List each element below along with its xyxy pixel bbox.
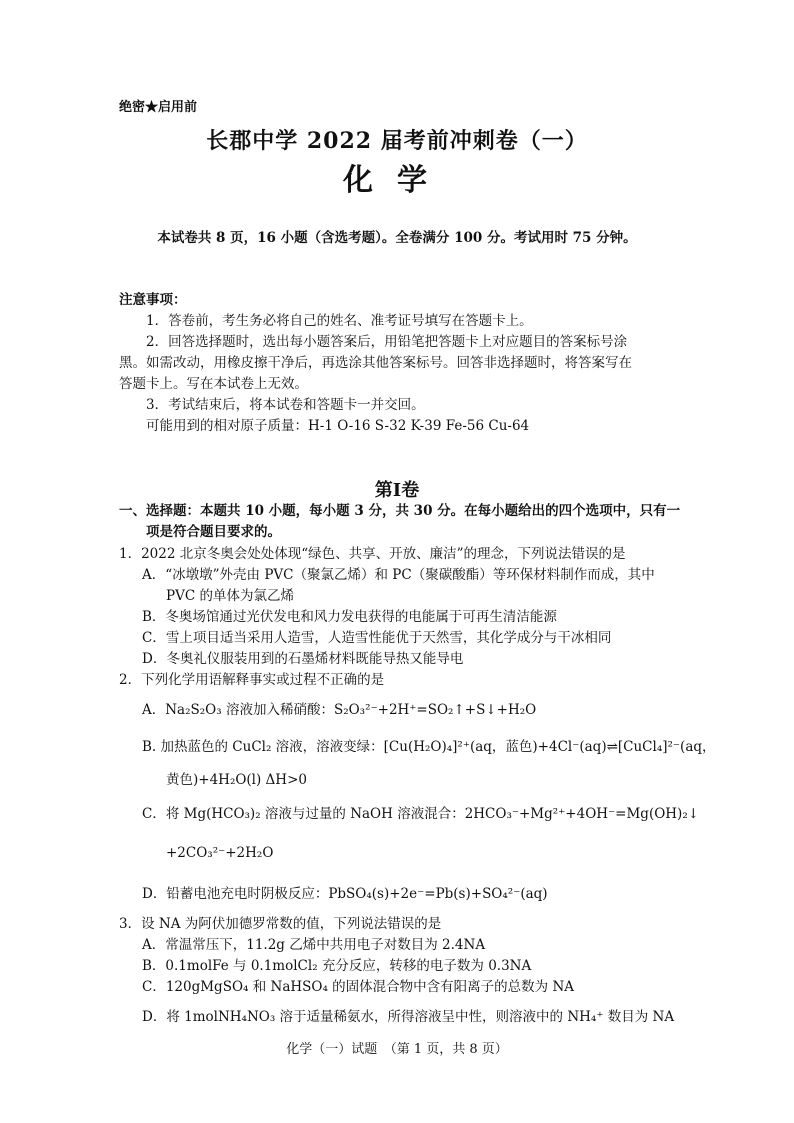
section-title: 第Ⅰ卷: [374, 480, 420, 501]
part-instructions: 一、选择题：本题共 10 小题，每小题 3 分，共 30 分。在每小题给出的四个选项中，只有一: [119, 503, 681, 519]
question-1-option-b: B．冬奥场馆通过光伏发电和风力发电获得的电能属于可再生清洁能源: [142, 609, 557, 625]
subject-title: 化学: [343, 163, 451, 198]
question-2-option-b: B. 加热蓝色的 CuCl₂ 溶液，溶液变绿：[Cu(H₂O)₄]²⁺(aq，蓝色)+4Cl⁻(aq)⇌[CuCl₄]²⁻(aq，: [142, 739, 716, 755]
question-1-option-a: A．“冰墩墩”外壳由 PVC（聚氯乙烯）和 PC（聚碳酸酯）等环保材料制作而成，其中: [142, 567, 655, 583]
question-1-option-d: D．冬奥礼仪服装用到的石墨烯材料既能导热又能导电: [142, 651, 464, 667]
question-1-option-c: C．雪上项目适当采用人造雪，人造雪性能优于天然雪，其化学成分与干冰相同: [142, 630, 612, 646]
notice-item: 黑。如需改动，用橡皮擦干净后，再选涂其他答案标号。回答非选择题时，将答案写在: [119, 355, 632, 371]
notice-item: 3．考试结束后，将本试卷和答题卡一并交回。: [146, 397, 425, 413]
question-2-option-a: A．Na₂S₂O₃ 溶液加入稀硝酸：S₂O₃²⁻+2H⁺=SO₂↑+S↓+H₂O: [142, 702, 537, 718]
question-3-option-b: B．0.1molFe 与 0.1molCl₂ 充分反应，转移的电子数为 0.3NA: [142, 958, 532, 974]
part-instructions-cont: 项是符合题目要求的。: [146, 524, 281, 540]
question-2-option-c: C．将 Mg(HCO₃)₂ 溶液与过量的 NaOH 溶液混合：2HCO₃⁻+Mg²⁺+4OH⁻=Mg(OH)₂↓: [142, 806, 700, 822]
question-1-stem: 1．2022 北京冬奥会处处体现“绿色、共享、开放、廉洁”的理念，下列说法错误的是: [119, 546, 626, 562]
question-3-option-d: D．将 1molNH₄NO₃ 溶于适量稀氨水，所得溶液呈中性，则溶液中的 NH₄⁺ 数目为 NA: [142, 1009, 675, 1025]
question-3-stem: 3．设 NA 为阿伏加德罗常数的值，下列说法错误的是: [119, 916, 442, 932]
question-3-option-c: C．120gMgSO₄ 和 NaHSO₄ 的固体混合物中含有阳离子的总数为 NA: [142, 979, 575, 995]
exam-info: 本试卷共 8 页，16 小题（含选考题）。全卷满分 100 分。考试用时 75 分钟。: [157, 230, 637, 246]
page-footer: 化学（一）试题 （第 1 页，共 8 页）: [286, 1042, 508, 1057]
confidential-label: 绝密★启用前: [119, 100, 198, 115]
notice-title: 注意事项：: [119, 292, 187, 308]
question-2-option-d: D．铅蓄电池充电时阴极反应：PbSO₄(s)+2e⁻=Pb(s)+SO₄²⁻(aq): [142, 886, 548, 902]
atomic-masses: 可能用到的相对原子质量：H-1 O-16 S-32 K-39 Fe-56 Cu-64: [146, 418, 530, 434]
notice-item: 2．回答选择题时，选出每小题答案后，用铅笔把答题卡上对应题目的答案标号涂: [146, 334, 628, 350]
question-2-option-b-cont: 黄色)+4H₂O(l) ΔH>0: [166, 772, 307, 788]
question-1-option-a-cont: PVC 的单体为氯乙烯: [166, 588, 294, 604]
notice-item: 1．答卷前，考生务必将自己的姓名、准考证号填写在答题卡上。: [146, 313, 533, 329]
question-2-stem: 2．下列化学用语解释事实或过程不正确的是: [119, 672, 385, 688]
question-3-option-a: A．常温常压下，11.2g 乙烯中共用电子对数目为 2.4NA: [142, 937, 486, 953]
notice-item: 答题卡上。写在本试卷上无效。: [119, 376, 308, 392]
exam-title: 长郡中学 2022 届考前冲刺卷（一）: [206, 128, 588, 154]
question-2-option-c-cont: +2CO₃²⁻+2H₂O: [166, 845, 274, 861]
